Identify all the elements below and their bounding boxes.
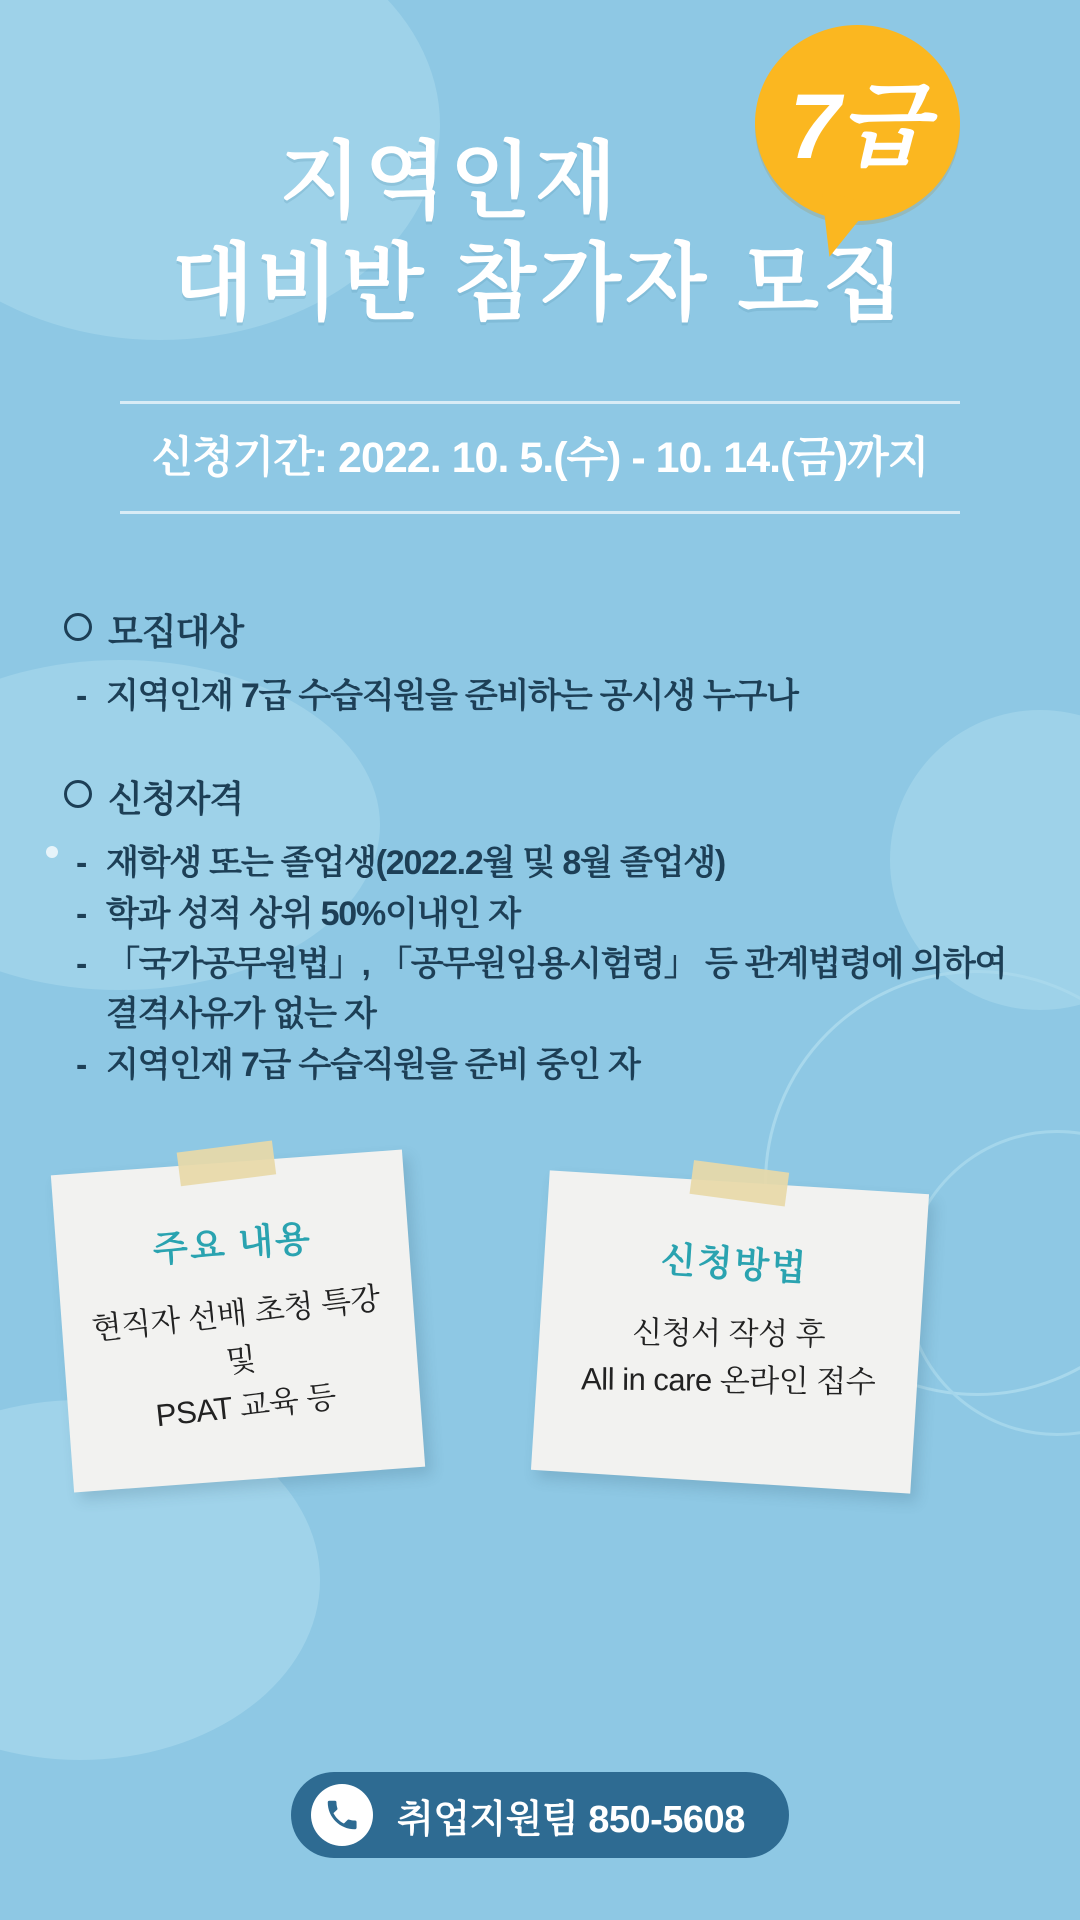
memo-note-title: 신청방법 [659,1238,809,1289]
dash-bullet-icon: - [76,1045,87,1084]
list-item [58,1040,1022,1090]
list-item-text: 지역인재 7급 수습직원을 준비하는 공시생 누구나 [106,676,798,715]
memo-note-main-content [51,1149,425,1492]
phone-icon [311,1784,373,1846]
memo-note-how-to-apply [531,1170,929,1493]
tape-icon [690,1160,790,1206]
section-recruitment-target [58,604,1022,721]
poster-header [0,0,1080,335]
memo-note-title: 주요 내용 [151,1217,314,1270]
section-heading-label: 신청자격 [108,778,244,820]
list-item-text: 「국가공무원법」, 「공무원임용시험령」 등 관계법령에 의하여 [106,944,1007,983]
dash-bullet-icon: - [76,844,87,883]
dash-bullet-icon: - [76,944,87,983]
list-item [58,671,1022,721]
circle-bullet-icon [64,613,92,641]
tape-icon [177,1140,277,1186]
dash-bullet-icon: - [76,894,87,933]
section-heading [58,604,1022,655]
list-item [58,939,1022,1040]
contact-pill[interactable] [291,1772,789,1858]
section-heading [58,771,1022,822]
page-title-line-1: 지역인재 [279,134,621,228]
section-heading-label: 모집대상 [108,610,244,652]
list-item [58,838,1022,888]
list-item-continuation: 결격사유가 없는 자 [106,995,376,1034]
detail-sections [58,604,1022,1090]
page-title-line-2: 대비반 참가자 모집 [172,236,908,331]
grade-badge-label: 7급 [789,76,926,178]
memo-note-body: 현직자 선배 초청 특강 및 PSAT 교육 등 [90,1280,382,1434]
circle-bullet-icon [64,780,92,808]
list-item-text: 재학생 또는 졸업생(2022.2월 및 8월 졸업생) [106,844,725,883]
grade-badge [755,25,960,221]
contact-text: 취업지원팀 850-5608 [397,1798,745,1841]
footer [0,1772,1080,1858]
application-period [120,401,960,514]
application-period-text: 신청기간: 2022. 10. 5.(수) - 10. 14.(금)까지 [151,433,929,482]
list-item-text: 지역인재 7급 수습직원을 준비 중인 자 [106,1045,640,1084]
section-eligibility [58,771,1022,1090]
memo-notes [0,1140,1080,1540]
list-item-text: 학과 성적 상위 50%이내인 자 [106,894,520,933]
list-item [58,889,1022,939]
memo-note-body: 신청서 작성 후 All in care 온라인 접수 [580,1314,876,1399]
dash-bullet-icon: - [76,676,87,715]
